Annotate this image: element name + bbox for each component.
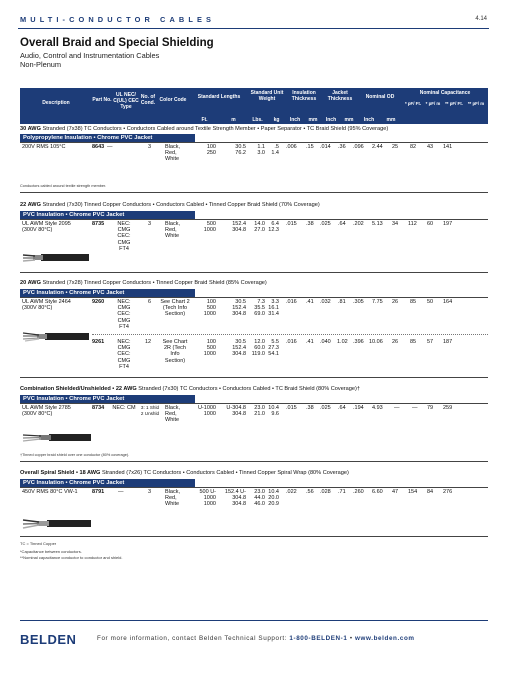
section-bar: PVC Insulation • Chrome PVC Jacket xyxy=(20,395,195,403)
length-m: 30.5 76.2 xyxy=(235,144,246,157)
ul-type: NEC: CMG CEC: CMG FT4 xyxy=(117,339,131,370)
section-title: 20 AWG Stranded (7x28) Tinned Copper Conductors • Tinned Copper Braid Shield (85% Coverage) xyxy=(20,280,267,286)
cap-3: 79 xyxy=(427,405,434,411)
weight-lbs: 23.0 21.0 xyxy=(254,405,265,418)
cap-4: 197 xyxy=(443,221,453,227)
row-description: UL AWM Style 2464 (300V 80°C) xyxy=(22,299,71,312)
divider xyxy=(20,272,488,273)
section-title: 22 AWG Stranded (7x30) Tinned Copper Conductors • Conductors Cabled • Tinned Copper Braid Shield (70% Coverage) xyxy=(20,202,320,208)
ins-inch: .015 xyxy=(286,405,297,411)
weight-lbs: 7.3 35.5 69.0 xyxy=(254,299,265,318)
col-description: Description xyxy=(42,100,70,106)
website-link[interactable]: www.belden.com xyxy=(355,635,415,642)
ul-type: — xyxy=(118,489,124,495)
length-ft: 100 500 1000 xyxy=(203,299,216,318)
col-color: Color Code xyxy=(159,97,187,103)
part-number: 8643 xyxy=(92,144,105,150)
divider xyxy=(20,142,488,143)
od-mm: 10.06 xyxy=(369,339,383,345)
cond-count: 6 xyxy=(148,299,152,305)
unit-m: m xyxy=(231,117,236,123)
weight-lbs: 12.0 60.0 119.0 xyxy=(251,339,265,358)
ul-type: NEC: CMG CEC: CMG FT4 xyxy=(117,221,131,252)
weight-kg: 10.4 9.6 xyxy=(268,405,279,418)
unit-kg: kg xyxy=(273,117,280,123)
cap-1: 34 xyxy=(392,221,399,227)
weight-kg: 5.5 27.3 54.1 xyxy=(268,339,279,358)
cap-4: 187 xyxy=(443,339,453,345)
ins-mm: .41 xyxy=(306,339,314,345)
cap-1: — xyxy=(394,405,400,411)
table-header xyxy=(20,88,488,124)
ins-mm: .38 xyxy=(306,405,314,411)
cap-2: — xyxy=(412,405,418,411)
color-code: See Chart 2R (Tech Info Section) xyxy=(162,339,188,364)
length-ft: 100 250 xyxy=(206,144,216,157)
cap-1: 47 xyxy=(392,489,399,495)
length-m: 152.4 U-304.8 304.8 xyxy=(224,489,246,508)
jkt-inch: .032 xyxy=(320,299,331,305)
page-number: 4.14 xyxy=(475,16,487,22)
col-lengths: Standard Lengths xyxy=(197,94,241,100)
cond-count: 12 xyxy=(145,339,152,345)
cable-illustration xyxy=(21,517,93,529)
length-m: 30.5 152.4 304.8 xyxy=(232,299,246,318)
color-code: Black, Red, White xyxy=(165,489,180,508)
weight-lbs: 14.0 27.0 xyxy=(254,221,265,234)
footer-rule xyxy=(20,620,488,621)
col-capacitance: Nominal Capacitance xyxy=(419,90,471,96)
unit-mm-ins: mm xyxy=(308,117,318,123)
length-m: U-304.8 304.8 xyxy=(226,405,246,418)
jkt-mm: .36 xyxy=(338,144,346,150)
col-cap4: ** pF/ m xyxy=(467,101,485,106)
cap-2: 85 xyxy=(410,299,417,305)
support-phone[interactable]: 1-800-BELDEN-1 xyxy=(289,635,348,642)
jkt-inch: .040 xyxy=(320,339,331,345)
cap-4: 164 xyxy=(443,299,453,305)
col-insulation: Insulation Thickness xyxy=(291,90,317,102)
length-ft: 500 U-1000 1000 xyxy=(199,489,216,508)
weight-kg: .5 1.4 xyxy=(271,144,279,157)
ul-type: NEC: CMG CEC: CMG FT4 xyxy=(117,299,131,330)
weight-kg: 3.3 16.1 31.4 xyxy=(268,299,279,318)
od-mm: 6.60 xyxy=(372,489,383,495)
cap-4: 276 xyxy=(443,489,453,495)
cable-illustration xyxy=(21,250,91,264)
row-divider xyxy=(92,334,488,335)
cap-3: 50 xyxy=(427,299,434,305)
part-number: 8734 xyxy=(92,405,105,411)
cap-4: 141 xyxy=(443,144,453,150)
length-ft: 100 500 1000 xyxy=(203,339,216,358)
divider xyxy=(20,487,488,488)
cond-count: 3 xyxy=(148,144,152,150)
length-m: 30.5 152.4 304.8 xyxy=(232,339,246,358)
ins-inch: .015 xyxy=(286,221,297,227)
od-mm: 4.93 xyxy=(372,405,383,411)
cap-3: 43 xyxy=(427,144,434,150)
col-cond: No. of Cond. xyxy=(140,94,156,106)
jkt-mm: 1.02 xyxy=(337,339,348,345)
cap-3: 60 xyxy=(427,221,434,227)
section-note: Conductors cabled around textile strength member. xyxy=(20,184,107,188)
col-cap3: ** pF/ Ft. xyxy=(445,101,463,106)
unit-inch-jkt: Inch xyxy=(325,117,337,123)
section-bar: PVC Insulation • Chrome PVC Jacket xyxy=(20,479,195,487)
cap-1: 26 xyxy=(392,339,399,345)
divider xyxy=(20,219,488,220)
cond-count: 3 xyxy=(148,489,152,495)
divider xyxy=(20,192,488,193)
section-bar: PVC Insulation • Chrome PVC Jacket xyxy=(20,211,195,219)
row-description: 450V RMS 80°C VW-1 xyxy=(22,489,78,495)
page-subtitle-2: Non-Plenum xyxy=(20,60,62,69)
part-number: 9260 xyxy=(92,299,105,305)
ins-mm: .41 xyxy=(306,299,314,305)
cap-3: 84 xyxy=(427,489,434,495)
unit-inch-od: Inch xyxy=(363,117,375,123)
ins-inch: .016 xyxy=(286,299,297,305)
row-description: 200V RMS 105°C xyxy=(22,144,66,150)
col-cap1: * pF/ Ft. xyxy=(404,101,422,106)
row-description: UL AWM Style 2095 (300V 80°C) xyxy=(22,221,71,234)
unit-mm-od: mm xyxy=(386,117,396,123)
ins-inch: .006 xyxy=(286,144,297,150)
footer-contact: For more information, contact Belden Technical Support: 1-800-BELDEN-1 • www.belden.com xyxy=(97,635,415,642)
section-title: Combination Shielded/Unshielded • 22 AWG Stranded (7x30) TC Conductors • Conductors Cabled • TC Braid Shield (80% Coverage)† xyxy=(20,386,360,392)
section-note: †Tinned copper braid shield over one conductor (80% coverage). xyxy=(20,453,130,457)
weight-kg: 6.4 12.3 xyxy=(268,221,279,234)
cap-1: 25 xyxy=(392,144,399,150)
od-mm: 7.75 xyxy=(372,299,383,305)
weight-kg: 10.4 20.0 20.9 xyxy=(268,489,279,508)
cap-2: 82 xyxy=(410,144,417,150)
jkt-mm: .64 xyxy=(338,221,346,227)
color-code: Black, Red, White xyxy=(165,144,180,163)
jkt-mm: .64 xyxy=(338,405,346,411)
unit-ft: Ft. xyxy=(201,117,208,123)
row-description: UL AWM Style 2785 (300V 80°C) xyxy=(22,405,71,418)
ins-inch: .022 xyxy=(286,489,297,495)
section-bar: Polypropylene Insulation • Chrome PVC Jacket xyxy=(20,134,195,142)
jkt-inch: .025 xyxy=(320,405,331,411)
length-ft: U-1000 1000 xyxy=(197,405,216,418)
col-part: Part No. xyxy=(92,97,112,103)
od-inch: .305 xyxy=(353,299,364,305)
divider xyxy=(20,297,488,298)
col-jacket: Jacket Thickness xyxy=(327,90,353,102)
cap-2: 85 xyxy=(410,339,417,345)
length-m: 152.4 304.8 xyxy=(232,221,246,234)
jkt-mm: .71 xyxy=(338,489,346,495)
od-inch: .396 xyxy=(353,339,364,345)
od-mm: 2.44 xyxy=(372,144,383,150)
footnote-cap2: **Nominal capacitance conductor to conductor and shield. xyxy=(20,555,123,560)
col-ul: UL NEC/ C(UL) CEC Type xyxy=(113,92,139,110)
cable-illustration xyxy=(21,330,91,342)
weight-lbs: 1.1 3.0 xyxy=(257,144,265,157)
divider xyxy=(20,461,488,462)
cond-count: 3 xyxy=(148,221,152,227)
divider xyxy=(20,536,488,537)
section-title: Overall Spiral Shield • 18 AWG Stranded (7x26) TC Conductors • Conductors Cabled • Tinned Copper Spiral Wrap (80% Coverage) xyxy=(20,470,349,476)
color-code: Black, Red, White xyxy=(165,405,180,424)
cap-3: 57 xyxy=(427,339,434,345)
belden-logo: BELDEN xyxy=(20,632,77,647)
od-mm: 5.13 xyxy=(372,221,383,227)
ul-type: — xyxy=(107,144,113,150)
col-cap2: * pF/ m xyxy=(425,101,441,106)
ul-type: NEC: CM xyxy=(112,405,136,411)
page-subtitle: Audio, Control and Instrumentation Cables xyxy=(20,51,160,60)
jkt-inch: .028 xyxy=(320,489,331,495)
section-title: 30 AWG Stranded (7x38) TC Conductors • Conductors Cabled around Textile Strength Member • Paper Separator • TC Braid Shield (95% Coverage) xyxy=(20,126,389,132)
color-code: See Chart 2 (Tech Info Section) xyxy=(160,299,190,318)
col-od: Nominal OD xyxy=(365,94,395,100)
od-inch: .202 xyxy=(353,221,364,227)
unit-lbs: Lbs. xyxy=(252,117,263,123)
cap-2: 112 xyxy=(408,221,417,227)
od-inch: .260 xyxy=(353,489,364,495)
ins-mm: .38 xyxy=(306,221,314,227)
ins-inch: .016 xyxy=(286,339,297,345)
part-number: 9261 xyxy=(92,339,105,345)
divider xyxy=(20,403,488,404)
ins-mm: .56 xyxy=(306,489,314,495)
footnote-tc: TC = Tinned Copper xyxy=(20,541,57,546)
section-bar: PVC Insulation • Chrome PVC Jacket xyxy=(20,289,195,297)
divider xyxy=(20,377,488,378)
od-inch: .194 xyxy=(353,405,364,411)
cond-count: 3: 1 Shld 2 Unshld xyxy=(140,405,160,417)
col-weight: Standard Unit Weight xyxy=(250,90,284,102)
color-code: Black, Red, White xyxy=(165,221,180,240)
part-number: 8735 xyxy=(92,221,105,227)
cap-1: 26 xyxy=(392,299,399,305)
jkt-inch: .014 xyxy=(320,144,331,150)
footnote-cap1: *Capacitance between conductors. xyxy=(20,549,82,554)
length-ft: 500 1000 xyxy=(203,221,216,234)
unit-inch-ins: Inch xyxy=(289,117,301,123)
cable-illustration xyxy=(21,431,93,443)
cap-4: 259 xyxy=(443,405,453,411)
series-title: MULTI-CONDUCTOR CABLES xyxy=(20,15,216,24)
jkt-mm: .81 xyxy=(338,299,346,305)
cap-2: 154 xyxy=(408,489,418,495)
part-number: 8791 xyxy=(92,489,105,495)
od-inch: .096 xyxy=(353,144,364,150)
unit-mm-jkt: mm xyxy=(344,117,354,123)
weight-lbs: 23.0 44.0 46.0 xyxy=(254,489,265,508)
page-title: Overall Braid and Special Shielding xyxy=(20,37,214,49)
jkt-inch: .025 xyxy=(320,221,331,227)
ins-mm: .15 xyxy=(306,144,314,150)
